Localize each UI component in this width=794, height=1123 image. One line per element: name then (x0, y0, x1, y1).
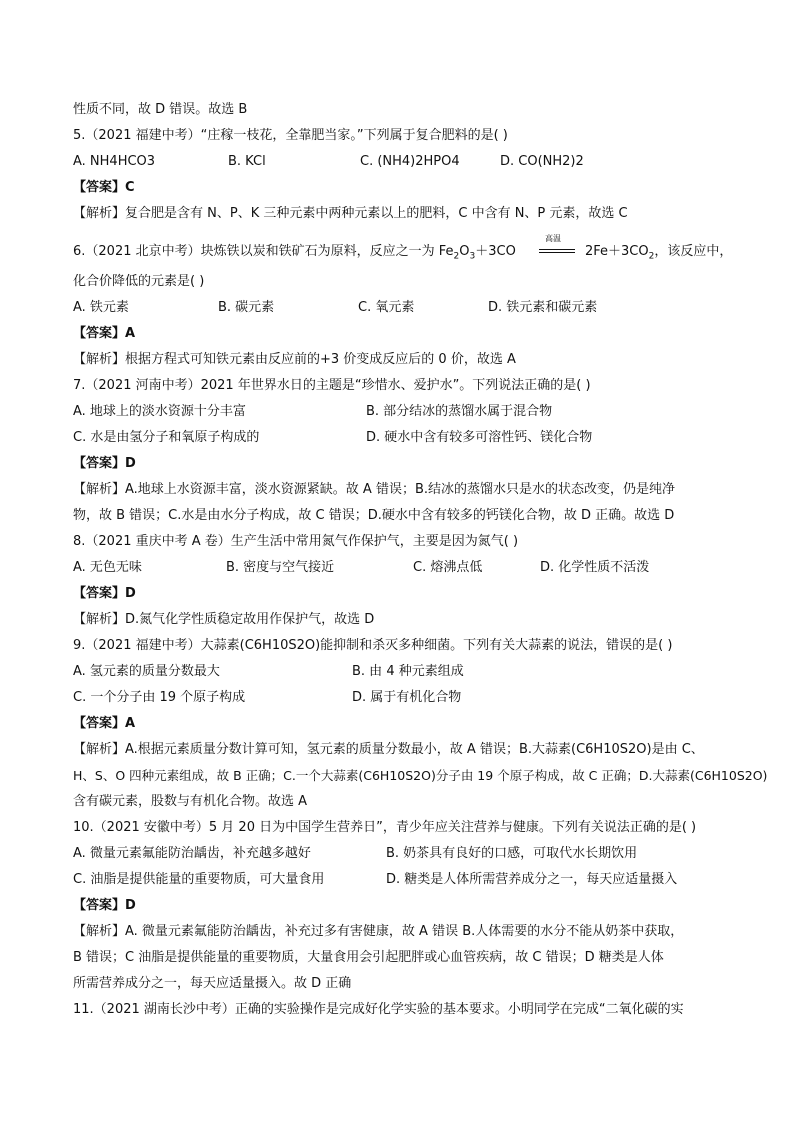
answer-label: 【答案】D (73, 586, 136, 601)
equation-tail: ，该反应中， (654, 244, 733, 259)
question-6-text: 6.（2021 北京中考）块炼铁以炭和铁矿石为原料，反应之一为 Fe (73, 244, 454, 259)
option-b: B. 由 4 种元素组成 (352, 664, 464, 679)
option-d: D. 属于有机化合物 (352, 690, 462, 705)
equation-sign-line (539, 249, 575, 250)
option-b: B. 部分结冰的蒸馏水属于混合物 (366, 404, 553, 419)
reaction-condition: 高温 (545, 234, 561, 243)
question-8: 8.（2021 重庆中考 A 卷）生产生活中常用氮气作保护气，主要是因为氮气( ) (73, 534, 519, 549)
answer-label: 【答案】C (73, 180, 135, 195)
answer-label: 【答案】D (73, 456, 136, 471)
explanation: 【解析】根据方程式可知铁元素由反应前的+3 价变成反应后的 0 价，故选 A (73, 352, 516, 367)
equation-sign-line (539, 252, 575, 253)
explanation: 所需营养成分之一，每天应适量摄入。故 D 正确 (73, 976, 352, 991)
explanation: 【解析】A.地球上水资源丰富，淡水资源紧缺。故 A 错误；B.结冰的蒸馏水只是水的状态改变，仍是纯净 (73, 482, 676, 497)
option-a: A. 微量元素氟能防治龋齿，补充越多越好 (73, 846, 311, 861)
explanation: 【解析】A. 微量元素氟能防治龋齿，补充过多有害健康，故 A 错误 B.人体需要的水分不能从奶茶中获取， (73, 924, 684, 939)
answer-label: 【答案】A (73, 326, 136, 341)
option-d: D. 硬水中含有较多可溶性钙、镁化合物 (366, 430, 593, 445)
explanation: B 错误；C 油脂是提供能量的重要物质，大量食用会引起肥胖或心血管疾病，故 C 错误；D 糖类是人体 (73, 950, 664, 965)
text-line: 性质不同，故 D 错误。故选 B (73, 102, 248, 117)
option-a: A. 无色无味 (73, 560, 142, 575)
equation-products-text: 2Fe＋3CO (585, 244, 649, 259)
option-a: A. 氢元素的质量分数最大 (73, 664, 220, 679)
option-b: B. 密度与空气接近 (226, 560, 335, 575)
question-10: 10.（2021 安徽中考）5 月 20 日为中国学生营养日”，青少年应关注营养与健康。下列有关说法正确的是( ) (73, 820, 697, 835)
option-a: A. NH4HCO3 (73, 154, 156, 169)
equation-products: $2Fe+3CO_2$，该反应中， (585, 244, 733, 262)
option-a: A. 地球上的淡水资源十分丰富 (73, 404, 246, 419)
option-b: B. 碳元素 (218, 300, 275, 315)
option-a: A. 铁元素 (73, 300, 129, 315)
explanation: H、S、O 四种元素组成，故 B 正确；C.一个大蒜素(C6H10S2O)分子由 19 个原子构成，故 C 正确；D.大蒜素(C6H10S2O) (73, 768, 768, 783)
option-b: B. KCl (228, 154, 266, 169)
explanation: 含有碳元素，股数与有机化合物。故选 A (73, 794, 308, 809)
option-c: C. 水是由氢分子和氧原子构成的 (73, 430, 260, 445)
answer-label: 【答案】D (73, 898, 136, 913)
question-9: 9.（2021 福建中考）大蒜素(C6H10S2O)能抑制和杀灭多种细菌。下列有关大蒜素的说法，错误的是( ) (73, 638, 673, 653)
explanation: 物，故 B 错误；C.水是由水分子构成，故 C 错误；D.硬水中含有较多的钙镁化合物，故 D 正确。故选 D (73, 508, 675, 523)
question-6-line2: 化合价降低的元素是( ) (73, 274, 205, 289)
explanation: 【解析】D.氮气化学性质稳定故用作保护气，故选 D (73, 612, 375, 627)
option-c: C. 一个分子由 19 个原子构成 (73, 690, 246, 705)
question-5: 5.（2021 福建中考）“庄稼一枝花，全靠肥当家。”下列属于复合肥料的是( ) (73, 128, 508, 143)
option-c: C. (NH4)2HPO4 (360, 154, 460, 169)
question-11: 11.（2021 湖南长沙中考）正确的实验操作是完成好化学实验的基本要求。小明同学在完成“二氧化碳的实 (73, 1002, 684, 1017)
option-d: D. 糖类是人体所需营养成分之一，每天应适量摄入 (386, 872, 678, 887)
option-d: D. 铁元素和碳元素 (488, 300, 598, 315)
explanation: 【解析】复合肥是含有 N、P、K 三种元素中两种元素以上的肥料，C 中含有 N、P 元素，故选 C (73, 206, 628, 221)
option-b: B. 奶茶具有良好的口感，可取代水长期饮用 (386, 846, 638, 861)
option-c: C. 氧元素 (358, 300, 415, 315)
option-c: C. 油脂是提供能量的重要物质，可大量食用 (73, 872, 325, 887)
question-7: 7.（2021 河南中考）2021 年世界水日的主题是“珍惜水、爱护水”。下列说法正确的是( ) (73, 378, 591, 393)
explanation: 【解析】A.根据元素质量分数计算可知，氢元素的质量分数最小，故 A 错误；B.大蒜素(C6H10S2O)是由 C、 (73, 742, 704, 757)
option-d: D. CO(NH2)2 (500, 154, 584, 169)
question-6: 6.（2021 北京中考）块炼铁以炭和铁矿石为原料，反应之一为 $Fe_2O_3+3CO$ (73, 244, 516, 262)
answer-label: 【答案】A (73, 716, 136, 731)
option-c: C. 熔沸点低 (413, 560, 483, 575)
option-d: D. 化学性质不活泼 (540, 560, 650, 575)
